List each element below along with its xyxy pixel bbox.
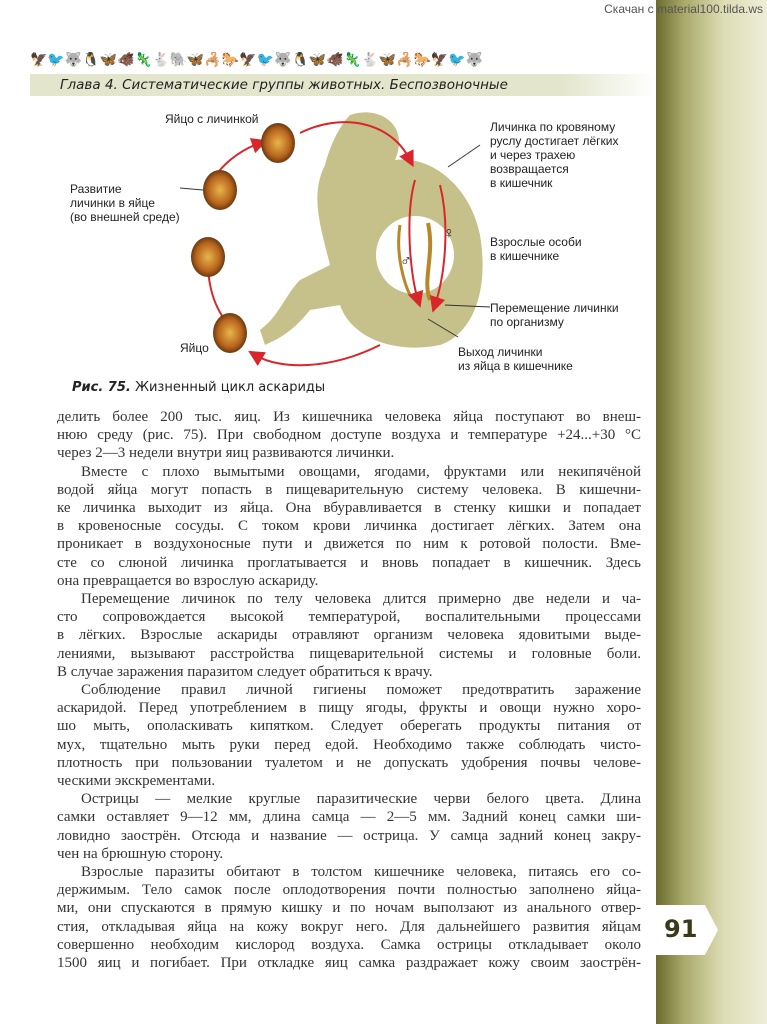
text-line: Вместе с плохо вымытыми овощами, ягодами, фруктами или некипячёной	[81, 463, 641, 480]
label-development: Развитие личинки в яйце (во внешней среде)	[70, 182, 180, 224]
text-line: Острицы — мелкие круглые паразитические черви белого цвета. Длина	[81, 791, 641, 808]
label-larva-movement: Перемещение личинки по организму	[490, 301, 619, 329]
text-line: ческими экскрементами.	[57, 773, 216, 790]
text-line: она превращается во взрослую аскариду.	[57, 572, 319, 589]
text-line: в лёгких. Взрослые аскариды отравляют организм человека ядовитыми выде-	[57, 627, 641, 644]
text-line: совершенно необходим кислород воздуха. Самка острицы откладывает около	[57, 936, 641, 953]
egg-developing-icon	[191, 237, 225, 277]
text-line: аскаридой. Перед употреблением в пищу ягоды, фрукты и овощи нужно хоро-	[57, 700, 641, 717]
animal-silhouettes-border: 🦅🐦🐺🐧🦋🐗🦎🐇🐘🦋🦂🐎🦅🐦🐺🐧🦋🐗🦎🐇🦋🦂🐎🦅🐦🐺	[30, 53, 484, 68]
text-line: самки оставляет 9—12 мм, длина самца — 2—5 мм. Задний конец самки ши-	[57, 809, 641, 826]
label-adults: Взрослые особи в кишечнике	[490, 235, 582, 263]
text-line: мух, тщательно мыть руки перед едой. Необходимо также соблюдать чисто-	[57, 736, 641, 753]
text-line: лениями, вызывают расстройства пищеварительной системы и головные боли.	[57, 645, 641, 662]
chapter-title: Глава 4. Систематические группы животных. Беспозвоночные	[60, 77, 508, 93]
label-larva-exit: Выход личинки из яйца в кишечнике	[458, 345, 573, 373]
text-line: в кровеносные сосуды. С током крови личинка достигает лёгких. Затем она	[57, 518, 641, 535]
text-line: проникает в воздухоносные пути и движется по ним к ротовой полости. Вме-	[57, 536, 641, 553]
label-blood-route: Личинка по кровяному руслу достигает лёгких и через трахею возвращается в кишечник	[490, 120, 619, 190]
label-egg-with-larva: Яйцо с личинкой	[165, 112, 259, 126]
text-line: ловидно заострён. Отсюда и название — острица. У самца задний конец закру-	[57, 827, 641, 844]
text-line: чен на брюшную сторону.	[57, 845, 224, 862]
text-line: В случае заражения паразитом следует обратиться к врачу.	[57, 663, 433, 680]
text-line: нюю среду (рис. 75). При свободном доступе воздуха и температуре +24...+30 °С	[57, 427, 641, 444]
leader-line	[448, 145, 480, 167]
text-line: плотность при пользовании туалетом и не допускать удобрения почвы челове-	[57, 754, 641, 771]
text-line: 1500 яиц и погибает. При откладке яиц самка раздражает кожу своим заострён-	[57, 955, 641, 972]
leader-line	[180, 188, 203, 190]
caption-number: Рис. 75.	[72, 380, 131, 395]
figure-ascarid-life-cycle	[50, 105, 650, 395]
text-line: держимым. Тело самок после оплодотворения почти полностью заполнено яйца-	[57, 882, 641, 899]
text-line: стия, откладывая яйца на кожу вокруг него. Для дальнейшего развития яйцам	[57, 918, 641, 935]
chapter-header	[30, 74, 656, 96]
text-line: ке личинка выходит из яйца. Она вбуравливается в стенку кишки и попадает	[57, 500, 641, 517]
text-line: сто сопровождается высокой температурой, воспалительными процессами	[57, 609, 641, 626]
page-edge-decoration	[656, 0, 767, 1024]
page-number-tab	[650, 905, 720, 955]
figure-caption	[72, 380, 325, 395]
egg-with-larva-icon	[261, 123, 295, 163]
text-line: ми, они спускаются в прямую кишку и по ночам выползают из анального отвер-	[57, 900, 641, 917]
male-symbol: ♂	[400, 253, 412, 270]
text-line: делить более 200 тыс. яиц. Из кишечника человека яйца поступают во внеш-	[57, 409, 641, 425]
female-symbol: ♀	[443, 225, 455, 242]
text-line: через 2—3 недели внутри яиц развиваются личинки.	[57, 445, 395, 462]
egg-developing-icon	[203, 170, 237, 210]
text-line: Взрослые паразиты обитают в толстом кишечнике человека, питаясь его со-	[81, 864, 641, 881]
label-egg: Яйцо	[180, 341, 209, 355]
egg-icon	[213, 313, 247, 353]
text-line: сте со слюной личинка проглатывается и вновь попадает в кишечник. Здесь	[57, 554, 641, 571]
arrow	[255, 345, 380, 365]
body-text	[57, 408, 641, 972]
text-line: водой яйца могут попасть в пищеварительную систему человека. В кишечни-	[57, 481, 641, 498]
page-number: 91	[664, 915, 698, 943]
watermark: Скачан с material100.tilda.ws	[604, 2, 763, 16]
text-line: Перемещение личинок по телу человека длится примерно две недели и ча-	[81, 591, 641, 608]
text-line: Соблюдение правил личной гигиены поможет предотвратить заражение	[81, 682, 641, 699]
text-line: шо мыть, ополаскивать кипятком. Следует оберегать продукты питания от	[57, 718, 641, 735]
caption-text: Жизненный цикл аскариды	[134, 380, 326, 395]
